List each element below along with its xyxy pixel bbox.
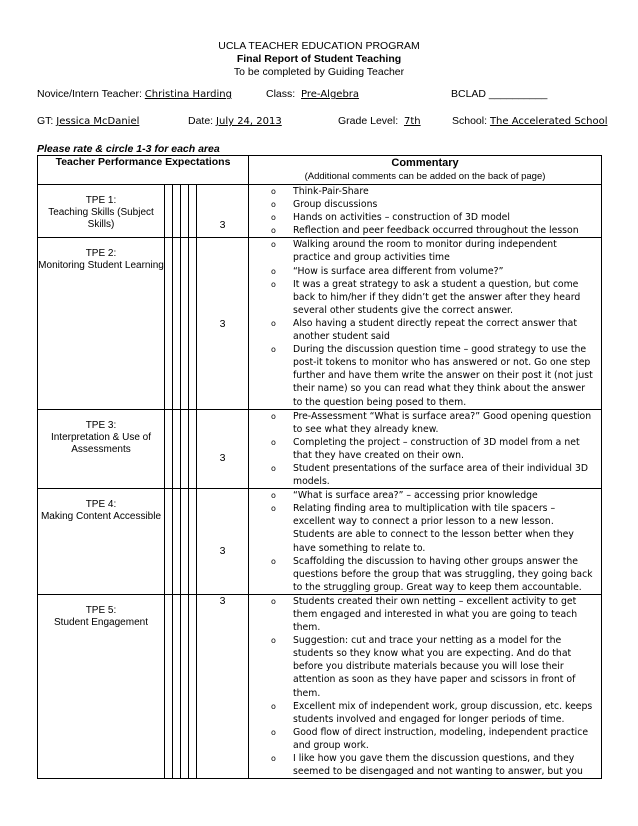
tpe-subtitle: Making Content Accessible bbox=[40, 511, 162, 523]
bullet-icon: o bbox=[271, 200, 276, 210]
bullet-icon: o bbox=[271, 636, 276, 646]
commentary-text: “What is surface area?” – accessing prior knowledge bbox=[293, 490, 538, 502]
commentary-text: Students created their own netting – excellent activity to get them engaged and interested in what you are going to teach them. bbox=[293, 595, 578, 634]
bullet-icon: o bbox=[271, 213, 276, 223]
commentary-item bbox=[249, 555, 601, 594]
tpe-title: TPE 5: bbox=[85, 604, 117, 616]
commentary-text: Think-Pair-Share bbox=[293, 186, 369, 197]
bullet-icon: o bbox=[271, 226, 276, 236]
date-field bbox=[188, 115, 282, 128]
commentary-text: Hands on activities – construction of 3D model bbox=[293, 212, 510, 224]
commentary-text: “How is surface area different from volume?” bbox=[293, 265, 504, 277]
rating-spacer-cell bbox=[173, 238, 181, 409]
tpe-label-cell bbox=[38, 489, 165, 595]
commentary-item bbox=[249, 265, 601, 278]
rating-score-cell bbox=[197, 185, 249, 238]
commentary-item bbox=[249, 317, 601, 343]
school-label: School: bbox=[452, 115, 488, 127]
class-label: Class: bbox=[266, 88, 296, 100]
commentary-item bbox=[249, 462, 601, 488]
bullet-icon: o bbox=[271, 463, 276, 473]
rating-spacer-cell bbox=[181, 238, 189, 409]
commentary-item bbox=[249, 595, 601, 634]
commentary-column-header bbox=[249, 156, 602, 185]
commentary-text: During the discussion question time – good strategy to use the post-it tokens to monitor who has answered or not. Go one step further and have them write the answer on their post it (not just their name) so you can read what they think about the answer to the question being posed to them. bbox=[293, 344, 593, 408]
bullet-icon: o bbox=[271, 411, 276, 421]
bclad-field: BCLAD __________ bbox=[451, 88, 548, 100]
rating-spacer-cell bbox=[173, 489, 181, 595]
date-value: July 24, 2013 bbox=[216, 116, 282, 127]
commentary-text: Scaffolding the discussion to having other groups answer the questions before the group that was struggling, they going back to the struggling group. Great way to keep them accountable. bbox=[293, 555, 593, 593]
bullet-icon: o bbox=[271, 701, 276, 711]
tpe-row-4 bbox=[38, 489, 602, 595]
rating-score: 3 bbox=[219, 545, 226, 558]
commentary-text: Student presentations of the surface area of their individual 3D models. bbox=[293, 462, 589, 488]
novice-field bbox=[37, 88, 232, 101]
commentary-list bbox=[249, 595, 601, 778]
rating-score: 3 bbox=[219, 318, 226, 331]
rating-score: 3 bbox=[219, 219, 226, 231]
rating-spacer-cell bbox=[165, 489, 173, 595]
rating-score-cell bbox=[197, 409, 249, 489]
commentary-item bbox=[249, 278, 601, 317]
rating-score: 3 bbox=[219, 451, 226, 464]
commentary-item bbox=[249, 211, 601, 224]
rating-spacer-cell bbox=[189, 238, 197, 409]
bullet-icon: o bbox=[271, 266, 276, 276]
commentary-item bbox=[249, 238, 601, 264]
bullet-icon: o bbox=[271, 727, 276, 737]
report-title: Final Report of Student Teaching bbox=[236, 53, 402, 65]
table-header-row bbox=[38, 156, 602, 185]
commentary-item bbox=[249, 502, 601, 554]
bullet-icon: o bbox=[271, 240, 276, 250]
rating-score-cell bbox=[197, 238, 249, 409]
rating-spacer-cell bbox=[181, 409, 189, 489]
tpe-row-2 bbox=[38, 238, 602, 409]
commentary-text: Relating finding area to multiplication with tile spacers – excellent way to connect a prior lesson to a new lesson. Students are able to connect to the lesson better when they have something to relate to. bbox=[293, 503, 574, 554]
tpe-label-cell bbox=[38, 185, 165, 238]
tpe-subtitle: Teaching Skills (Subject Skills) bbox=[48, 207, 154, 230]
grade-value: 7th bbox=[403, 116, 421, 127]
novice-value: Christina Harding bbox=[144, 89, 232, 100]
commentary-title: Commentary bbox=[391, 157, 459, 169]
bullet-icon: o bbox=[271, 279, 276, 289]
rating-score-cell bbox=[197, 594, 249, 778]
gt-field bbox=[37, 115, 139, 128]
grade-label: Grade Level: bbox=[338, 115, 399, 127]
rating-spacer-cell bbox=[189, 594, 197, 778]
tpe-title: TPE 4: bbox=[85, 499, 117, 511]
rating-spacer-cell bbox=[181, 489, 189, 595]
commentary-list bbox=[249, 238, 601, 408]
commentary-text: Good flow of direct instruction, modeling, independent practice and group work. bbox=[293, 726, 589, 751]
commentary-text: Group discussions bbox=[293, 199, 378, 211]
commentary-text: Pre-Assessment “What is surface area?” Good opening question to see what they already knew. bbox=[293, 410, 592, 435]
program-name: UCLA TEACHER EDUCATION PROGRAM bbox=[218, 40, 420, 52]
class-value: Pre-Algebra bbox=[301, 89, 360, 100]
commentary-text: Completing the project – construction of 3D model from a net that they have created on their own. bbox=[293, 436, 580, 461]
commentary-text: Walking around the room to monitor during independent practice and group activities time bbox=[293, 239, 557, 264]
tpe-row-1 bbox=[38, 185, 602, 238]
commentary-cell bbox=[249, 185, 602, 238]
tpe-table bbox=[37, 155, 602, 779]
bullet-icon: o bbox=[271, 754, 276, 764]
tpe-label-cell bbox=[38, 238, 165, 409]
commentary-item bbox=[249, 436, 601, 462]
tpe-column-header: Teacher Performance Expectations bbox=[38, 156, 249, 185]
rating-spacer-cell bbox=[173, 185, 181, 238]
novice-label: Novice/Intern Teacher: bbox=[37, 88, 142, 100]
bullet-icon: o bbox=[271, 437, 276, 447]
rating-spacer-cell bbox=[189, 489, 197, 595]
gt-value: Jessica McDaniel bbox=[56, 116, 140, 127]
commentary-text: Also having a student directly repeat the correct answer that another student said bbox=[293, 317, 578, 343]
commentary-cell bbox=[249, 409, 602, 489]
tpe-title: TPE 2: bbox=[85, 248, 117, 260]
commentary-cell bbox=[249, 594, 602, 778]
tpe-row-3 bbox=[38, 409, 602, 489]
bullet-icon: o bbox=[271, 491, 276, 501]
bullet-icon: o bbox=[271, 187, 276, 196]
bullet-icon: o bbox=[271, 504, 276, 514]
rating-spacer-cell bbox=[165, 594, 173, 778]
grade-field bbox=[338, 115, 421, 128]
commentary-list bbox=[249, 410, 601, 489]
rating-spacer-cell bbox=[165, 185, 173, 238]
commentary-subtitle: (Additional comments can be added on the back of page) bbox=[304, 171, 546, 182]
commentary-list bbox=[249, 185, 601, 237]
commentary-item bbox=[249, 752, 601, 778]
commentary-item bbox=[249, 410, 601, 436]
rating-score-cell bbox=[197, 489, 249, 595]
bullet-icon: o bbox=[271, 318, 276, 328]
school-value: The Accelerated School bbox=[489, 116, 608, 127]
class-field bbox=[266, 88, 359, 101]
school-field bbox=[452, 115, 608, 128]
commentary-cell bbox=[249, 238, 602, 409]
bullet-icon: o bbox=[271, 345, 276, 355]
date-label: Date: bbox=[188, 115, 214, 127]
rating-instructions: Please rate & circle 1-3 for each area bbox=[37, 143, 220, 155]
commentary-text: It was a great strategy to ask a student a question, but come back to him/her if they didn’t get the answer after they heard several other students give the correct answer. bbox=[293, 278, 581, 316]
commentary-item bbox=[249, 700, 601, 726]
rating-spacer-cell bbox=[173, 409, 181, 489]
commentary-item bbox=[249, 198, 601, 211]
commentary-text: Excellent mix of independent work, group discussion, etc. keeps students involved and engaged for longer periods of time. bbox=[293, 700, 593, 725]
tpe-title: TPE 3: bbox=[85, 419, 117, 431]
tpe-row-5 bbox=[38, 594, 602, 778]
rating-score: 3 bbox=[219, 594, 226, 607]
commentary-text: Suggestion: cut and trace your netting as a model for the students so they know what you are expecting. And do that before you distribute materials because you will lose their attention as soon as they have paper and scissors in front of them. bbox=[293, 635, 576, 699]
commentary-item bbox=[249, 185, 601, 198]
tpe-label-cell bbox=[38, 409, 165, 489]
commentary-item bbox=[249, 224, 601, 237]
rating-spacer-cell bbox=[181, 185, 189, 238]
gt-label: GT: bbox=[37, 115, 54, 127]
commentary-item bbox=[249, 343, 601, 408]
commentary-item bbox=[249, 634, 601, 699]
report-subtitle: To be completed by Guiding Teacher bbox=[233, 66, 405, 78]
tpe-subtitle: Interpretation & Use of Assessments bbox=[50, 431, 152, 455]
rating-spacer-cell bbox=[189, 409, 197, 489]
commentary-item bbox=[249, 489, 601, 502]
rating-spacer-cell bbox=[165, 238, 173, 409]
commentary-text: I like how you gave them the discussion questions, and they seemed to be disengaged and not wanting to answer, but you bbox=[293, 753, 583, 778]
commentary-text: Reflection and peer feedback occurred throughout the lesson bbox=[293, 225, 579, 237]
commentary-item bbox=[249, 726, 601, 752]
tpe-label-cell bbox=[38, 594, 165, 778]
rating-spacer-cell bbox=[181, 594, 189, 778]
rating-spacer-cell bbox=[165, 409, 173, 489]
commentary-cell bbox=[249, 489, 602, 595]
rating-spacer-cell bbox=[173, 594, 181, 778]
bullet-icon: o bbox=[271, 556, 276, 566]
tpe-title: TPE 1: bbox=[85, 195, 117, 206]
commentary-list bbox=[249, 489, 601, 594]
rating-spacer-cell bbox=[189, 185, 197, 238]
tpe-subtitle: Student Engagement bbox=[54, 616, 148, 628]
tpe-subtitle: Monitoring Student Learning bbox=[38, 260, 164, 272]
bullet-icon: o bbox=[271, 596, 276, 606]
